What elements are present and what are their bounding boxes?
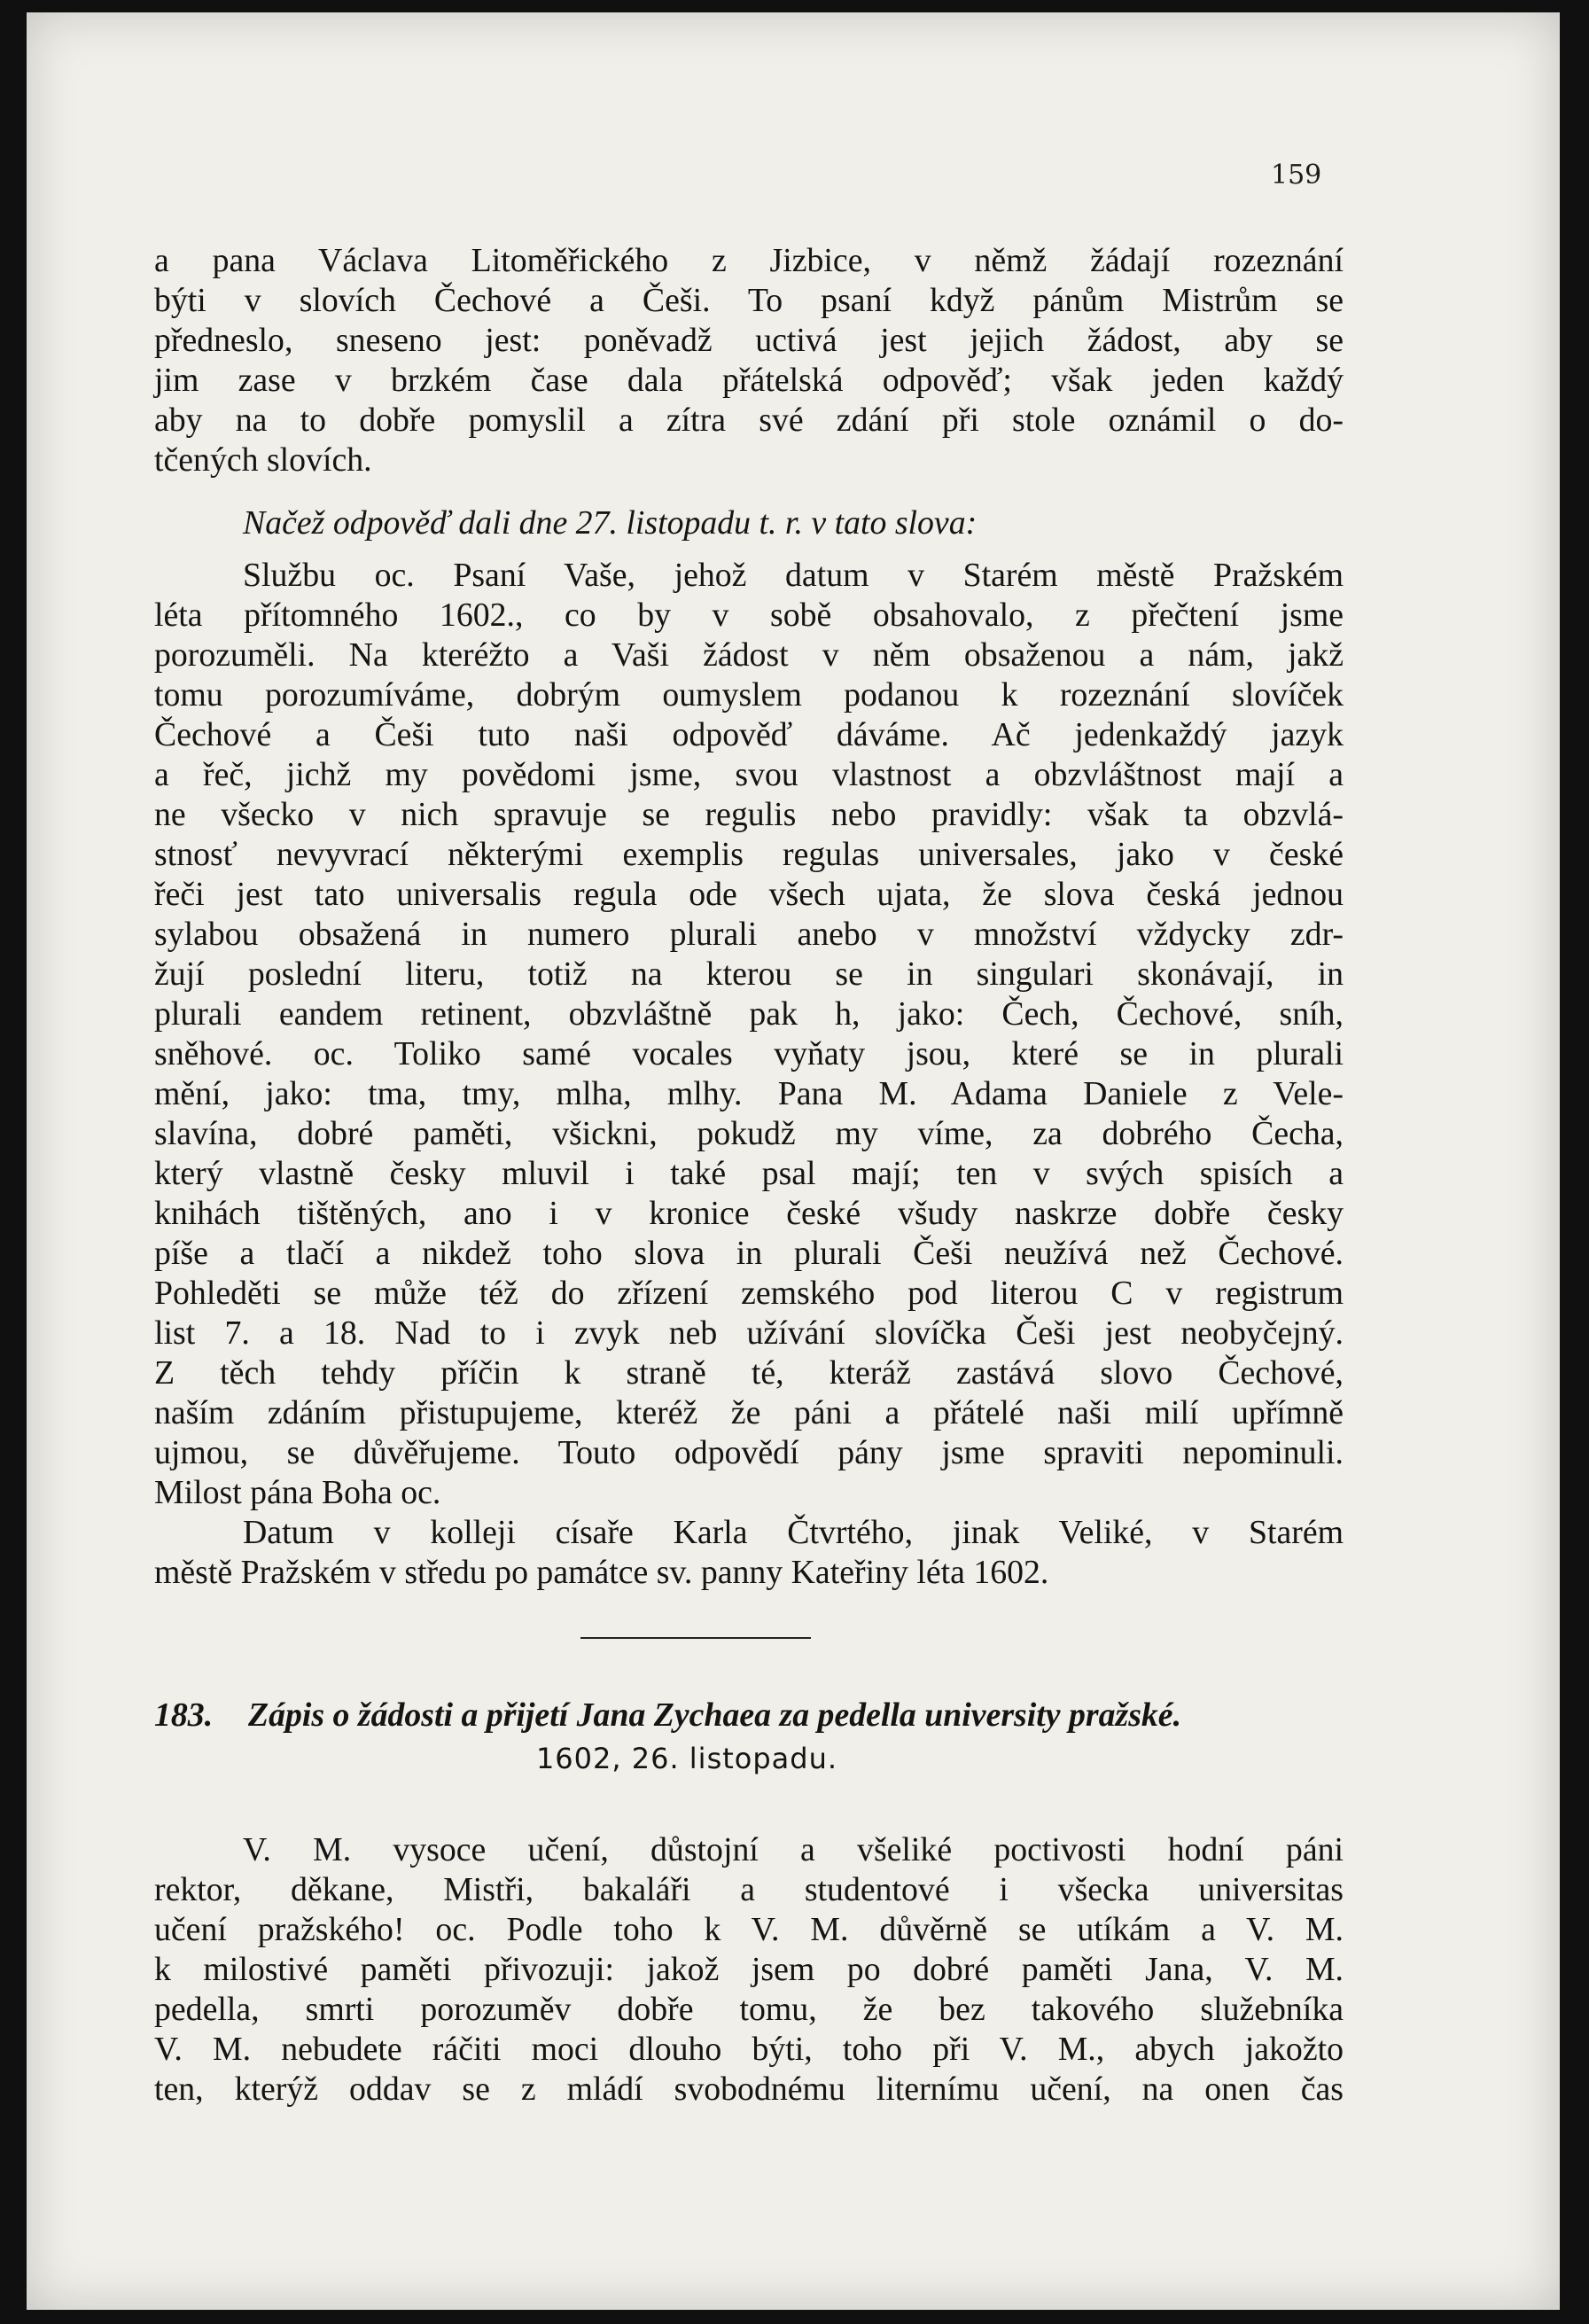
text-line: porozuměli. Na kteréžto a Vaši žádost v něm obsaženou a nám, jakž [154,636,1344,674]
text-line: Z těch tehdy příčin k straně té, kteráž zastává slovo Čechové, [154,1354,1344,1392]
text-line: slavína, dobré paměti, všickni, pokudž my víme, za dobrého Čecha, [154,1115,1344,1152]
text-line: tčených slovích. [154,441,372,479]
text-line: V. M. nebudete ráčiti moci dlouho býti, toho při V. M., abych jakožto [154,2031,1344,2068]
text-line: sylabou obsažená in numero plurali anebo v množství vždycky zdr- [154,916,1344,953]
text-line: učení pražského! oc. Podle toho k V. M. důvěrně se utíkám a V. M. [154,1911,1344,1948]
text-line: žují poslední literu, totiž na kterou se in singulari skonávají, in [154,955,1344,993]
text-line: předneslo, sneseno jest: poněvadž uctivá jest jejich žádost, aby se [154,322,1344,359]
dating [154,1513,1344,1593]
text-line: rektor, děkane, Mistři, bakaláři a studentové i všecka universitas [154,1871,1344,1908]
paragraph-1 [154,241,1344,480]
text-line: a pana Václava Litoměřického z Jizbice, v němž žádají rozeznání [154,242,1344,279]
section-number: 183. [154,1696,214,1734]
text-line: pedella, smrti porozuměv dobře tomu, že bez takového služebníka [154,1991,1344,2028]
text-line: léta přítomného 1602., co by v sobě obsahovalo, z přečtení jsme [154,597,1344,634]
section-title-row [154,1696,1344,1735]
text-line: městě Pražském v středu po památce sv. panny Kateřiny léta 1602. [154,1554,1049,1591]
text-line: Čechové a Češi tuto naši odpověď dáváme. Ač jedenkaždý jazyk [154,716,1344,753]
text-line: ten, kterýž oddav se z mládí svobodnému liternímu učení, na onen čas [154,2071,1344,2108]
text-line: jim zase v brzkém čase dala přátelská odpověď; však jeden každý [154,362,1344,399]
text-line: býti v slovích Čechové a Češi. To psaní když pánům Mistrům se [154,282,1344,319]
text-line: píše a tlačí a nikdež toho slova in plurali Češi neužívá než Čechové. [154,1235,1344,1272]
letter-body [154,556,1344,1513]
text-line: Službu oc. Psaní Vaše, jehož datum v Starém městě Pražském [243,557,1344,594]
book-page [27,12,1560,2310]
text-line: Milost pána Boha oc. [154,1474,441,1511]
text-line: V. M. vysoce učení, důstojní a všeliké poctivosti hodní páni [243,1831,1344,1868]
text-line: mění, jako: tma, tmy, mlha, mlhy. Pana M. Adama Daniele z Vele- [154,1075,1344,1112]
text-line: stnosť nevyvrací některými exemplis regulas universales, jako v české [154,836,1344,873]
text-line: knihách tištěných, ano i v kronice české všudy naskrze dobře česky [154,1195,1344,1232]
text-line: ujmou, se důvěřujeme. Touto odpovědí pány jsme spraviti nepominuli. [154,1434,1344,1471]
text-line: Pohleděti se může též do zřízení zemského pod literou C v registrum [154,1275,1344,1312]
petition-paragraph [154,1830,1344,2110]
text-line: Datum v kolleji císaře Karla Čtvrtého, jinak Veliké, v Starém [243,1514,1344,1551]
section-date: 1602, 26. listopadu. [535,1742,838,1775]
text-line: řeči jest tato universalis regula ode všech ujata, že slova česká jednou [154,876,1344,913]
text-line: aby na to dobře pomyslil a zítra své zdání při stole oznámil o do- [154,402,1344,439]
text-line: ne všecko v nich spravuje se regulis nebo pravidly: však ta obzvlá- [154,796,1344,833]
text-line: tomu porozumíváme, dobrým oumyslem podanou k rozeznání slovíček [154,676,1344,714]
section-heading [154,1696,1344,1779]
text-line: k milostivé paměti přivozuji: jakož jsem po dobré paměti Jana, V. M. [154,1951,1344,1988]
page-number: 159 [1271,160,1322,191]
text-line: naším zdáním přistupujeme, kteréž že páni a přátelé naši milí upřímně [154,1394,1344,1431]
text-line: který vlastně česky mluvil i také psal mají; ten v svých spisích a [154,1155,1344,1192]
text-line: sněhové. oc. Toliko samé vocales vyňaty jsou, které se in plurali [154,1035,1344,1072]
text-line: list 7. a 18. Nad to i zvyk neb užívání slovíčka Češi jest neobyčejný. [154,1314,1344,1352]
section-title: Zápis o žádosti a přijetí Jana Zychaea za pedella university pražské. [248,1696,1182,1734]
text-line: plurali eandem retinent, obzvláštně pak h, jako: Čech, Čechové, sníh, [154,995,1344,1033]
section-divider [580,1637,811,1639]
answer-intro: Načež odpověď dali dne 27. listopadu t. r. v tato slova: [243,504,978,542]
text-line: a řeč, jichž my povědomi jsme, svou vlastnost a obzvláštnost mají a [154,756,1344,793]
page-text [154,241,1344,2110]
